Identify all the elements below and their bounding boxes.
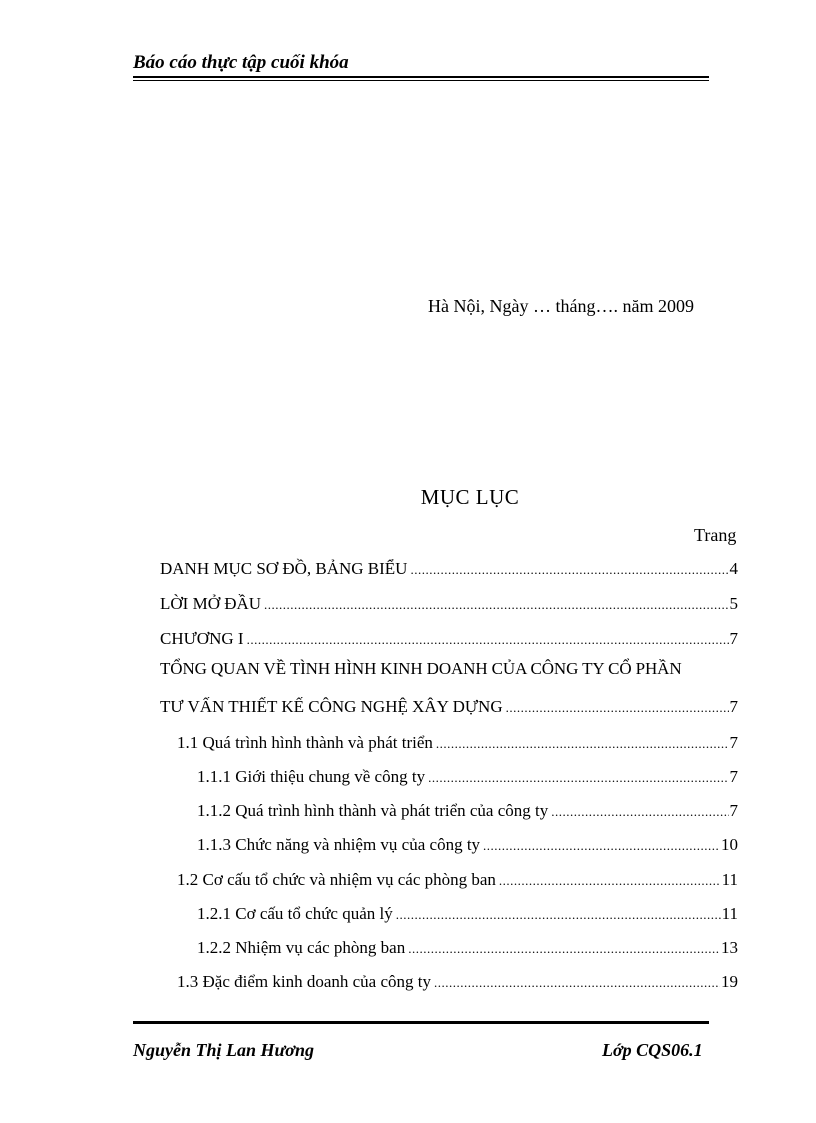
toc-entry[interactable] <box>177 868 738 892</box>
footer-rule <box>133 1021 709 1024</box>
toc-page-label: Trang <box>694 525 737 545</box>
toc-entry-label: TƯ VẤN THIẾT KẾ CÔNG NGHỆ XÂY DỰNG <box>160 697 503 716</box>
toc-entry[interactable] <box>197 799 738 823</box>
footer-author: Nguyễn Thị Lan Hương <box>133 1040 314 1060</box>
header-title: Báo cáo thực tập cuối khóa <box>133 52 349 73</box>
toc-leader-dots <box>483 834 720 858</box>
toc-entry-page: 7 <box>729 629 738 648</box>
toc-entry-label: 1.1.1 Giới thiệu chung về công ty <box>197 767 426 786</box>
toc-leader-dots <box>436 732 729 756</box>
toc-entry-label[interactable]: TỔNG QUAN VỀ TÌNH HÌNH KINH DOANH CỦA CÔNG TY CỔ PHẦN <box>160 659 682 678</box>
toc-leader-dots <box>428 766 728 790</box>
toc-leader-dots <box>551 800 728 824</box>
toc-entry-page: 11 <box>721 870 738 889</box>
toc-entry-label: 1.1.2 Quá trình hình thành và phát triển của công ty <box>197 801 549 820</box>
toc-entry-label: CHƯƠNG I <box>160 629 244 648</box>
toc-entry-label: 1.3 Đặc điểm kinh doanh của công ty <box>177 972 431 991</box>
toc-entry-label: 1.1 Quá trình hình thành và phát triển <box>177 733 433 752</box>
toc-leader-dots <box>506 696 729 720</box>
toc-entry-page: 11 <box>721 904 738 923</box>
toc-leader-dots <box>434 971 720 995</box>
toc-entry-page: 5 <box>729 594 738 613</box>
date-line: Hà Nội, Ngày … tháng…. năm 2009 <box>428 296 694 316</box>
toc-entry-page: 7 <box>729 767 738 786</box>
toc-entry-label: DANH MỤC SƠ ĐỒ, BẢNG BIỂU <box>160 559 408 578</box>
toc-leader-dots <box>396 903 721 927</box>
toc-entry-page: 7 <box>729 801 738 820</box>
toc-entry-label: LỜI MỞ ĐẦU <box>160 594 262 613</box>
toc-leader-dots <box>247 628 729 652</box>
toc-leader-dots <box>499 869 721 893</box>
toc-entry-label: 1.2 Cơ cấu tổ chức và nhiệm vụ các phòng ban <box>177 870 496 889</box>
footer-class: Lớp CQS06.1 <box>602 1040 703 1060</box>
toc-entry-label: 1.1.3 Chức năng và nhiệm vụ của công ty <box>197 835 481 854</box>
toc-entry[interactable] <box>197 936 738 960</box>
toc-leader-dots <box>408 937 720 961</box>
page-header <box>133 52 709 79</box>
header-rule-thin <box>133 80 709 81</box>
toc-entry-label: 1.2.2 Nhiệm vụ các phòng ban <box>197 938 406 957</box>
toc-entry[interactable] <box>197 833 738 857</box>
toc-entry[interactable] <box>160 592 738 616</box>
toc-entry[interactable] <box>160 557 738 581</box>
toc-entry[interactable] <box>177 970 738 994</box>
toc-entry[interactable] <box>177 731 738 755</box>
toc-entry-page: 19 <box>721 972 738 991</box>
toc-entry[interactable] <box>160 695 738 719</box>
toc-entry-page: 13 <box>721 938 738 957</box>
toc-entry-page: 7 <box>729 697 738 716</box>
toc-entry[interactable] <box>197 765 738 789</box>
toc-entry-label: 1.2.1 Cơ cấu tổ chức quản lý <box>197 904 393 923</box>
toc-leader-dots <box>410 558 728 582</box>
toc-entry[interactable] <box>160 627 738 651</box>
toc-entry-page: 10 <box>721 835 738 854</box>
toc-entry-page: 7 <box>729 733 738 752</box>
toc-leader-dots <box>264 593 728 617</box>
toc-title: MỤC LỤC <box>420 485 520 509</box>
toc-entry[interactable] <box>197 902 738 926</box>
toc-entry-page: 4 <box>729 559 738 578</box>
header-rule <box>133 76 709 78</box>
